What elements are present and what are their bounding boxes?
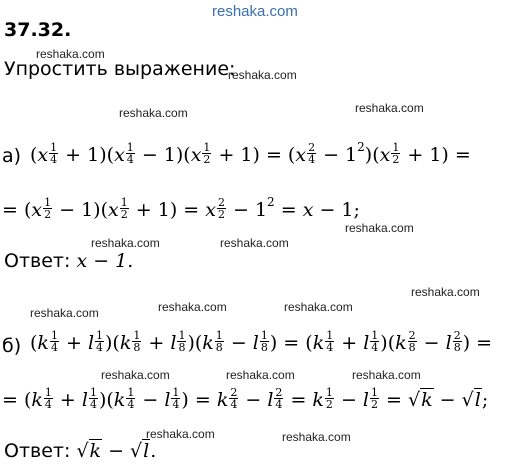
watermark: reshaka.com bbox=[282, 430, 351, 444]
watermark: reshaka.com bbox=[101, 368, 170, 382]
problem-number: 37.32. bbox=[4, 19, 72, 41]
part-a-line-1: (x $\frac{1}{4}$ + 1)(x $\frac{1}{4}$ − 1)(x $\frac{1}{2}$ + 1) = (x $\frac{2}{4}$ − $1^2)(x$ $\frac{1}{2}$ + 1) = bbox=[30, 140, 471, 166]
watermark: reshaka.com bbox=[158, 300, 227, 314]
watermark: reshaka.com bbox=[284, 300, 353, 314]
watermark: reshaka.com bbox=[36, 47, 105, 61]
part-a-line-2: = (x $\frac{1}{2}$ − 1)(x $\frac{1}{2}$ + 1) = x $\frac{2}{2}$ − $1^2 = x - 1$; bbox=[2, 195, 360, 221]
part-a-label: а) bbox=[2, 145, 22, 167]
answer-value: x − 1. bbox=[76, 250, 134, 272]
answer-value: √k − √l. bbox=[76, 440, 157, 462]
watermark: reshaka.com bbox=[228, 68, 297, 82]
watermark: reshaka.com bbox=[226, 368, 295, 382]
part-a-answer bbox=[4, 250, 133, 272]
part-b-label: б) bbox=[2, 335, 22, 357]
watermark: reshaka.com bbox=[30, 306, 99, 320]
watermark: reshaka.com bbox=[345, 221, 414, 235]
part-b-line-2: = (k $\frac{1}{4}$ + l $\frac{1}{4}$ )(k $\frac{1}{4}$ − l $\frac{1}{4}$ ) = k $\frac{2}{4}$ − l $\frac{2}{4}$ = k $\frac{1}{2}$ − l $\frac{1}{2}$ = √k − √l; bbox=[2, 386, 489, 411]
watermark: reshaka.com bbox=[220, 236, 289, 250]
watermark: reshaka.com bbox=[91, 236, 160, 250]
watermark: reshaka.com bbox=[212, 3, 298, 20]
watermark: reshaka.com bbox=[355, 101, 424, 115]
watermark: reshaka.com bbox=[146, 427, 215, 441]
part-b-answer bbox=[4, 440, 156, 462]
watermark: reshaka.com bbox=[411, 285, 480, 299]
watermark: reshaka.com bbox=[352, 368, 421, 382]
part-b-line-1: (k $\frac{1}{4}$ + l $\frac{1}{4}$ )(k $\frac{1}{8}$ + l $\frac{1}{8}$ )(k $\frac{1}{8}$ − l $\frac{1}{8}$ ) = (k $\frac{1}{4}$ + l $\frac{1}{4}$ )(k $\frac{2}{8}$ − l $\frac{2}{8}$ ) = bbox=[30, 329, 493, 354]
watermark: reshaka.com bbox=[119, 106, 188, 120]
answer-label: Ответ: bbox=[4, 250, 71, 272]
instruction: Упростить выражение: bbox=[4, 58, 236, 80]
answer-label: Ответ: bbox=[4, 440, 71, 462]
